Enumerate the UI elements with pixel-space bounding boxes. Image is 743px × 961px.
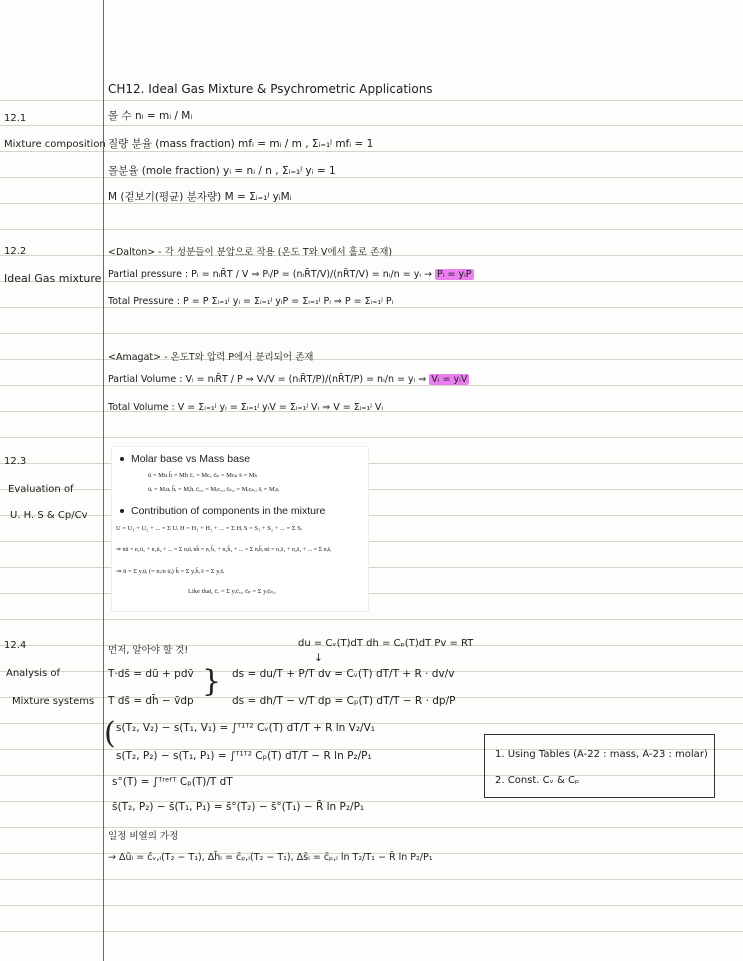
gibbs-equation: T ds̄ = dh̄ − v̄dp [108, 695, 194, 707]
rule-line [0, 879, 743, 880]
entropy-integral: s(T₂, V₂) − s(T₁, V₁) = ∫ᵀ¹ᵀ² Cᵥ(T) dT/T + R ln V₂/V₁ [116, 722, 375, 734]
method-item: 1. Using Tables (A-22 : mass, A-23 : molar) [495, 749, 708, 760]
page-title: CH12. Ideal Gas Mixture & Psychrometric Applications [108, 82, 433, 96]
rule-line [0, 437, 743, 438]
total-pressure: Total Pressure : P = P Σᵢ₌₁ʲ yᵢ = Σᵢ₌₁ʲ yᵢP = Σᵢ₌₁ʲ Pᵢ ⇒ P = Σᵢ₌₁ʲ Pᵢ [108, 296, 394, 307]
partial-volume: Partial Volume : Vᵢ = nᵢR̄T / P ⇒ Vᵢ/V = (nᵢR̄T/P)/(nR̄T/P) = nᵢ/n = yᵢ ⇒ [108, 374, 427, 385]
section-label: U. H. S & Cp/Cv [10, 510, 88, 521]
highlight: Pᵢ = yᵢP [437, 269, 472, 280]
section-number: 12.4 [4, 640, 27, 651]
slide-bullet [120, 505, 325, 517]
section-label: Evaluation of [8, 484, 74, 495]
section-number: 12.3 [4, 456, 27, 467]
slide-formula: ū = Mu h̄ = Mh c̄ᵥ = Mcᵥ c̄ₚ = Mcₚ s̄ = Ms [148, 472, 257, 479]
entropy-relation: ds = du/T + P/T dv = Cᵥ(T) dT/T + R · dv/v [232, 668, 455, 680]
slide-image [111, 446, 369, 612]
slide-formula: Like that, c̄ᵥ = Σ yᵢc̄ᵥ,ᵢ c̄ₚ = Σ yᵢc̄ₚ,ᵢ [188, 588, 276, 595]
rule-line [0, 385, 743, 386]
entropy-relation: ds = dh/T − v/T dp = Cₚ(T) dT/T − R · dp/P [232, 695, 456, 707]
method-item: 2. Const. Cᵥ & Cₚ [495, 775, 580, 786]
top-right-equations: du = Cᵥ(T)dT dh = Cₚ(T)dT Pv = RT [298, 638, 474, 649]
total-volume: Total Volume : V = Σᵢ₌₁ʲ yᵢ = Σᵢ₌₁ʲ yᵢV = Σᵢ₌₁ʲ Vᵢ ⇒ V = Σᵢ₌₁ʲ Vᵢ [108, 402, 384, 413]
equation-line: M (겉보기(평균) 분자량) M = Σᵢ₌₁ʲ yᵢMᵢ [108, 191, 292, 203]
section-number: 12.2 [4, 246, 27, 257]
equation-line [108, 269, 474, 280]
gibbs-equation: T·ds̄ = dū + pdv̄ [108, 668, 194, 680]
rule-line [0, 307, 743, 308]
rule-line [0, 333, 743, 334]
equation-line: 몰분율 (mole fraction) yᵢ = nᵢ / n , Σᵢ₌₁ʲ yᵢ = 1 [108, 165, 336, 177]
left-brace: ( [104, 716, 116, 751]
bullet-dot [120, 457, 124, 461]
slide-bullet-text: Molar base vs Mass base [131, 453, 251, 465]
standard-entropy: s°(T) = ∫ᵀʳᵉᶠᵀ Cₚ(T)/T dT [112, 776, 233, 788]
equation-line: 질량 분율 (mass fraction) mfᵢ = mᵢ / m , Σᵢ₌₁ʲ mfᵢ = 1 [108, 138, 374, 150]
rule-line [0, 100, 743, 101]
rule-line [0, 281, 743, 282]
right-brace: } [202, 664, 222, 699]
heading-note: 먼저, 알아야 할 것! [108, 645, 189, 656]
dalton-note: <Dalton> - 각 성분들이 분압으로 작용 (온도 T와 V에서 홀로 존재) [108, 247, 393, 258]
rule-line [0, 905, 743, 906]
slide-formula: ūᵢ = Mᵢuᵢ h̄ᵢ = Mᵢhᵢ c̄ᵥ,ᵢ = Mᵢcᵥ,ᵢ c̄ₚ,ᵢ = Mᵢcₚ,ᵢ s̄ᵢ = Mᵢsᵢ [148, 486, 280, 493]
section-label: Mixture systems [12, 696, 95, 707]
rule-line [0, 229, 743, 230]
method-box [484, 734, 715, 798]
amagat-note: <Amagat> - 온도T와 압력 P에서 분리되어 존재 [108, 352, 314, 363]
rule-line [0, 151, 743, 152]
slide-bullet-text: Contribution of components in the mixture [131, 505, 326, 517]
highlight: Vᵢ = yᵢV [431, 374, 468, 385]
molar-entropy-change: s̄(T₂, P₂) − s̄(T₁, P₁) = s̄°(T₂) − s̄°(T₁) − R̄ ln P₂/P₁ [112, 801, 365, 813]
down-arrow: ↓ [314, 652, 323, 664]
partial-pressure: Partial pressure : Pᵢ = nᵢR̄T / V ⇒ Pᵢ/P = (nᵢR̄T/V)/(nR̄T/V) = nᵢ/n = yᵢ → [108, 269, 433, 280]
entropy-integral: s(T₂, P₂) − s(T₁, P₁) = ∫ᵀ¹ᵀ² Cₚ(T) dT/T − R ln P₂/P₁ [116, 750, 372, 762]
slide-bullet [120, 453, 250, 465]
bullet-dot [120, 509, 124, 513]
section-number: 12.1 [4, 113, 27, 124]
rule-line [0, 931, 743, 932]
section-label: Analysis of [6, 668, 61, 679]
equation-line: 몰 수 nᵢ = mᵢ / Mᵢ [108, 110, 193, 122]
section-label: Ideal Gas mixture [4, 272, 102, 285]
rule-line [0, 619, 743, 620]
section-label: Mixture composition [4, 139, 106, 150]
equation-line [108, 374, 469, 385]
slide-formula: ⇒ ū = Σ yᵢūᵢ (= nᵢ/n ūᵢ) h̄ = Σ yᵢh̄ᵢ s̄ = Σ yᵢs̄ᵢ [116, 568, 225, 575]
rule-line [0, 125, 743, 126]
slide-formula: ⇒ nū = n₁ū₁ + n₂ū₂ + ... = Σ nᵢūᵢ nh̄ = n₁h̄₁ + n₂h̄₂ + ... = Σ nᵢh̄ᵢ ns̄ = n₁s̄₁ + n₂s̄₂ + ... = Σ nᵢs̄ᵢ [116, 547, 331, 553]
constant-heat-note: 일정 비열의 가정 [108, 831, 179, 842]
slide-formula: U = U₁ + U₂ + ... = Σ Uᵢ H = H₁ + H₂ + ... = Σ Hᵢ S = S₁ + S₂ + ... = Σ Sᵢ [116, 525, 302, 532]
constant-heat-equations: → Δūᵢ = c̄ᵥ,ᵢ(T₂ − T₁), Δh̄ᵢ = c̄ₚ,ᵢ(T₂ − T₁), Δs̄ᵢ = c̄ₚ,ᵢ ln T₂/T₁ − R̄ ln P₂/P₁ [108, 852, 433, 863]
